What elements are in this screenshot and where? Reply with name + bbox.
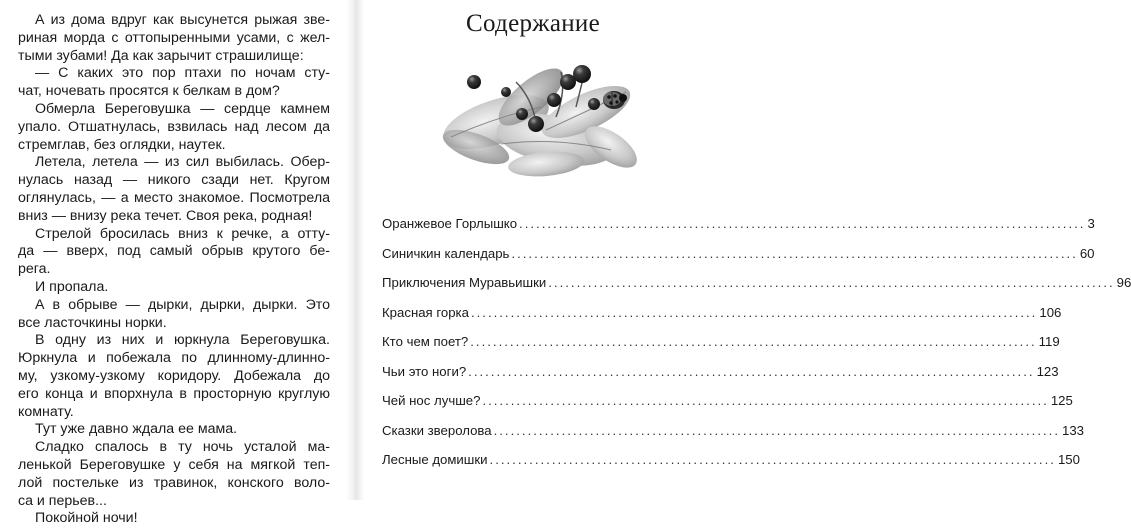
toc-page-number: 125 [1050, 393, 1073, 408]
toc-dot-leader [482, 393, 1048, 408]
story-line: В одну из них и юркнула Береговушка. [35, 332, 330, 349]
toc-entry-title: Приключения Муравьишки [382, 275, 547, 290]
story-line: Юркнула и побежала по длинному-длинно- [18, 350, 330, 367]
toc-entry-title: Красная горка [382, 304, 469, 320]
toc-page-number: 96 [1116, 275, 1131, 290]
toc-dot-leader [468, 364, 1034, 379]
toc-entry[interactable] [382, 422, 1085, 453]
toc-dot-leader [494, 423, 1060, 438]
toc-entry-title: Чей нос лучше? [382, 393, 481, 408]
story-line: оглянулась, — а место знакомое. Посмотрела [18, 189, 330, 206]
toc-entry-title: Кто чем поет? [382, 334, 469, 349]
story-line: комнату. [18, 403, 74, 420]
toc-entry-title: Оранжевое Горлышко [382, 216, 518, 231]
toc-entry-title: Сказки зверолова [382, 422, 492, 438]
toc-page-number: 150 [1057, 452, 1080, 467]
story-line: нулась назад — никого сзади нет. Кругом [18, 172, 330, 189]
toc-dot-leader [511, 246, 1077, 261]
toc-entry[interactable] [382, 216, 1095, 246]
story-line: му, узкому-узкому коридору. Добежала до [18, 367, 330, 384]
toc-entry[interactable] [382, 393, 1073, 423]
toc-dot-leader [519, 216, 1085, 231]
left-page-story-text [0, 0, 342, 527]
toc-page-number: 3 [1087, 216, 1095, 231]
book-spine-shadow [346, 0, 364, 500]
story-line: ленькой Береговушке у себя на мягкой теп- [18, 456, 330, 473]
story-line: — С каких это пор птахи по ночам сту- [35, 65, 330, 82]
toc-page-number: 133 [1062, 422, 1085, 438]
berries-leaves-ladybug-illustration [436, 52, 646, 180]
story-line: лой постельке из травинок, конского воло- [18, 474, 330, 491]
story-line: Летела, летела — из сил выбилась. Обер- [35, 154, 330, 171]
toc-page-number: 123 [1036, 363, 1059, 379]
toc-entry[interactable] [382, 363, 1059, 394]
story-line: И пропала. [35, 278, 109, 295]
story-line: са и перьев... [18, 492, 107, 509]
story-line: упало. Отшатнулась, взвилась над лесом да [18, 118, 330, 135]
story-line: чат, ночевать просятся к белкам в дом? [18, 83, 280, 100]
toc-dot-leader [490, 452, 1056, 467]
toc-dot-leader [470, 334, 1036, 349]
toc-entry[interactable] [382, 452, 1080, 482]
toc-entry[interactable] [382, 334, 1060, 364]
story-line: Обмерла Береговушка — сердце камнем [35, 100, 330, 117]
toc-entry-title: Лесные домишки [382, 452, 488, 467]
toc-page-number: 106 [1039, 304, 1062, 320]
toc-page-number: 60 [1079, 245, 1095, 261]
story-line: тыми зубами! Да как зарычит страшилище: [18, 47, 304, 64]
toc-entry[interactable] [382, 245, 1095, 276]
story-line: вниз — внизу река течет. Своя река, родная! [18, 207, 313, 224]
story-line: Покойной ночи! [35, 510, 138, 527]
story-line: его конца и впорхнула в просторную круглую [18, 385, 330, 402]
story-line: Тут уже давно ждала ее мама. [35, 421, 238, 438]
toc-entry[interactable] [382, 275, 1131, 305]
toc-entry-title: Чьи это ноги? [382, 363, 467, 379]
contents-heading: Содержание [466, 10, 600, 37]
toc-page-number: 119 [1038, 334, 1060, 349]
right-page-contents [366, 0, 1131, 500]
story-line: А в обрыве — дырки, дырки, дырки. Это [35, 296, 330, 313]
toc-entry-title: Синичкин календарь [382, 245, 510, 261]
story-line: да — вверх, под самый обрыв крутого бе- [18, 243, 330, 260]
story-line: А из дома вдруг как высунется рыжая зве- [35, 12, 330, 28]
story-line: рега. [18, 261, 51, 278]
table-of-contents [382, 216, 1131, 482]
story-line: Сладко спалось в ту ночь усталой ма- [35, 439, 330, 456]
story-line: стремглав, без оглядки, наутек. [18, 136, 226, 153]
toc-dot-leader [548, 275, 1114, 290]
toc-entry[interactable] [382, 304, 1062, 335]
story-line: все ласточкины норки. [18, 314, 167, 331]
story-line: Стрелой бросилась вниз к речке, а отту- [35, 225, 330, 242]
toc-dot-leader [471, 305, 1037, 320]
story-text-block [18, 12, 330, 528]
story-line: риная морда с оттопыренными усами, с жел- [18, 29, 330, 46]
